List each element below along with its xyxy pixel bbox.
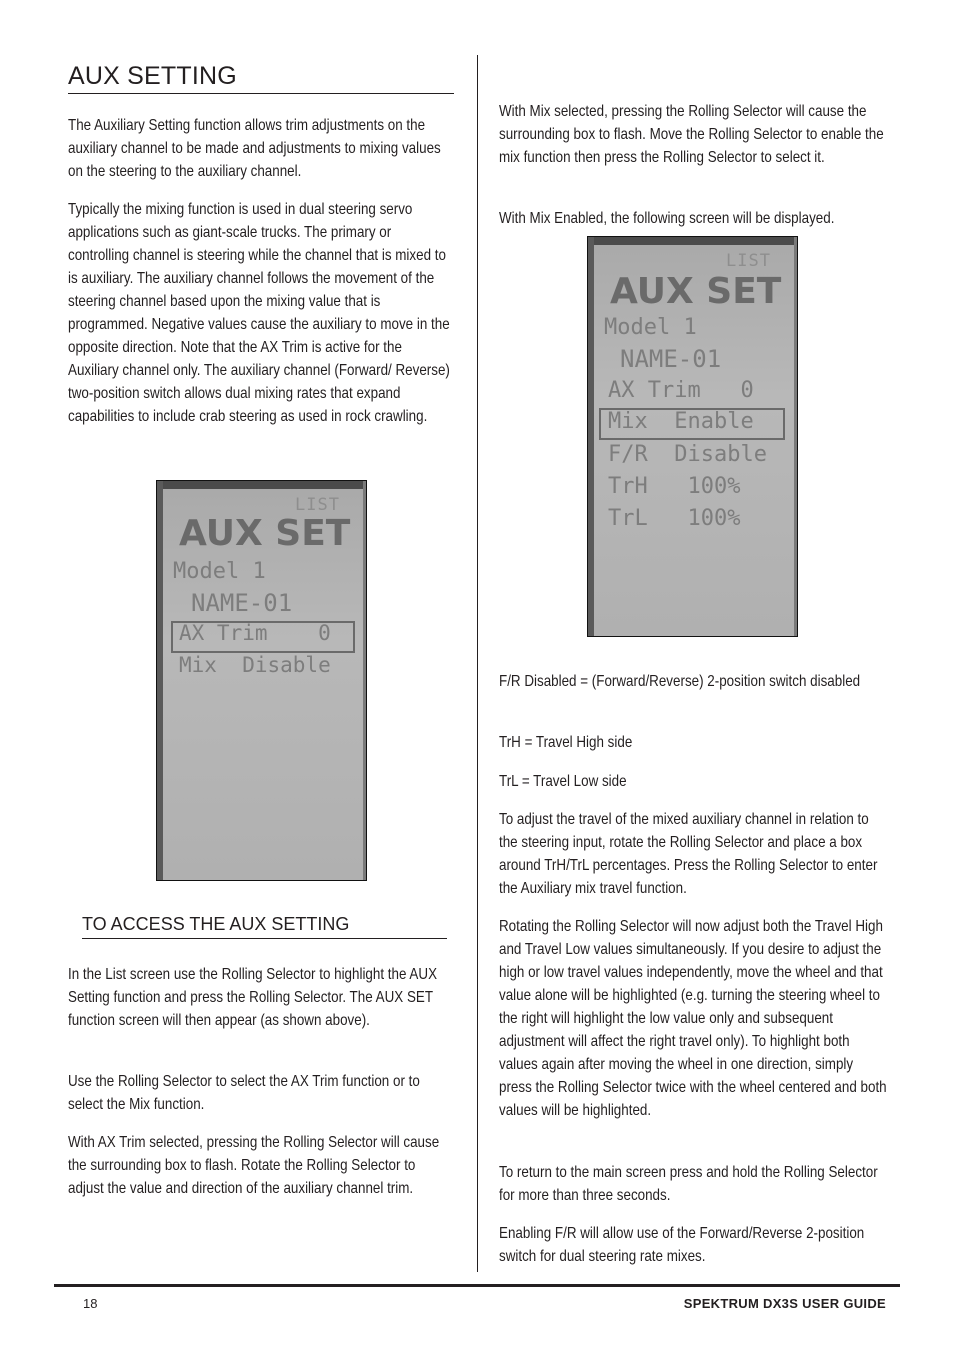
- lcd-list-label: LIST: [726, 251, 771, 271]
- lcd-row-ax-trim: AX Trim 0: [179, 621, 331, 645]
- lcd-bezel-top: [157, 481, 366, 489]
- lcd-bezel-top: [588, 237, 797, 245]
- lcd-row-trh: TrH 100%: [608, 474, 741, 499]
- lcd-bezel-left: [588, 237, 594, 636]
- column-divider: [477, 55, 478, 1272]
- left-paragraph-1: The Auxiliary Setting function allows trim adjustments on the auxiliary channel to be made and adjustments to mixing values on the steering to the auxiliary channel.: [68, 117, 441, 180]
- lcd-screen-aux-set: [156, 480, 367, 881]
- guide-title: SPEKTRUM DX3S USER GUIDE: [683, 1296, 886, 1311]
- lcd-name: NAME-01: [620, 345, 722, 373]
- lcd-bezel-right: [363, 481, 366, 880]
- lcd-bezel-left: [157, 481, 163, 880]
- lcd-screen-aux-set-enabled: [587, 236, 798, 637]
- left-paragraph-2: Typically the mixing function is used in dual steering servo applications such as giant-scale trucks. The primary or controlling channel is steering while the channel that is mixed to is auxiliary. The auxiliary channel follows the movement of the steering channel based upon the mixing value that is programmed. Negative values cause the auxiliary to move in the opposite direction. Note that the AX Trim is active for the Auxiliary channel only. The auxiliary channel (Forward/ Reverse) two-position switch allows dual mixing rates that expand capabilities to include crab steering as used in rock crawling.: [68, 201, 450, 425]
- right-paragraph-6: To adjust the travel of the mixed auxiliary channel in relation to the steering input, rotate the Rolling Selector and place a box around TrH/TrL percentages. Press the Rolling Selector to enter the Auxiliary mix travel function.: [499, 811, 878, 897]
- right-paragraph-1: With Mix selected, pressing the Rolling Selector will cause the surrounding box to flash. Move the Rolling Selector to enable the mix function then press the Rolling Selector to select it.: [499, 103, 884, 166]
- page-title: AUX SETTING: [68, 62, 454, 94]
- right-paragraph-3: F/R Disabled = (Forward/Reverse) 2-position switch disabled: [499, 673, 861, 690]
- left-paragraph-4: Use the Rolling Selector to select the AX Trim function or to select the Mix function.: [68, 1073, 420, 1113]
- footer-rule: [54, 1284, 900, 1287]
- lcd-row-trl: TrL 100%: [608, 506, 741, 531]
- right-paragraph-8: To return to the main screen press and hold the Rolling Selector for more than three seconds.: [499, 1164, 878, 1204]
- lcd-row-mix: Mix Enable: [608, 409, 754, 434]
- lcd-row-ax-trim: AX Trim 0: [608, 378, 754, 403]
- left-paragraph-3: In the List screen use the Rolling Selector to highlight the AUX Setting function and press the Rolling Selector. The AUX SET function screen will then appear (as shown above).: [68, 966, 438, 1029]
- lcd-model: Model 1: [173, 559, 266, 584]
- left-paragraph-5: With AX Trim selected, pressing the Rolling Selector will cause the surrounding box to flash. Rotate the Rolling Selector to adjust the value and direction of the auxiliary channel trim.: [68, 1134, 440, 1197]
- lcd-row-mix: Mix Disable: [179, 653, 331, 677]
- section-subheading: TO ACCESS THE AUX SETTING: [82, 914, 447, 939]
- lcd-model: Model 1: [604, 315, 697, 340]
- lcd-bezel-right: [794, 237, 797, 636]
- lcd-name: NAME-01: [191, 589, 293, 617]
- right-paragraph-5: TrL = Travel Low side: [499, 773, 627, 790]
- lcd-row-fr: F/R Disable: [608, 442, 767, 467]
- lcd-heading: AUX SET: [610, 271, 782, 312]
- lcd-heading: AUX SET: [179, 513, 351, 554]
- lcd-list-label: LIST: [295, 495, 340, 515]
- right-paragraph-4: TrH = Travel High side: [499, 734, 633, 751]
- right-paragraph-9: Enabling F/R will allow use of the Forward/Reverse 2-position switch for dual steering rate mixes.: [499, 1225, 865, 1265]
- right-paragraph-7: Rotating the Rolling Selector will now adjust both the Travel High and Travel Low values simultaneously. If you desire to adjust the high or low travel values independently, move the wheel and that value alone will be highlighted (e.g. turning the steering wheel to the right will highlight the low value only and subsequent adjustment will affect the right travel only). To highlight both values again after moving the wheel in one direction, simply press the Rolling Selector twice with the wheel centered and both values will be highlighted.: [499, 918, 887, 1119]
- right-paragraph-2: With Mix Enabled, the following screen will be displayed.: [499, 210, 835, 227]
- page-number: 18: [83, 1296, 98, 1311]
